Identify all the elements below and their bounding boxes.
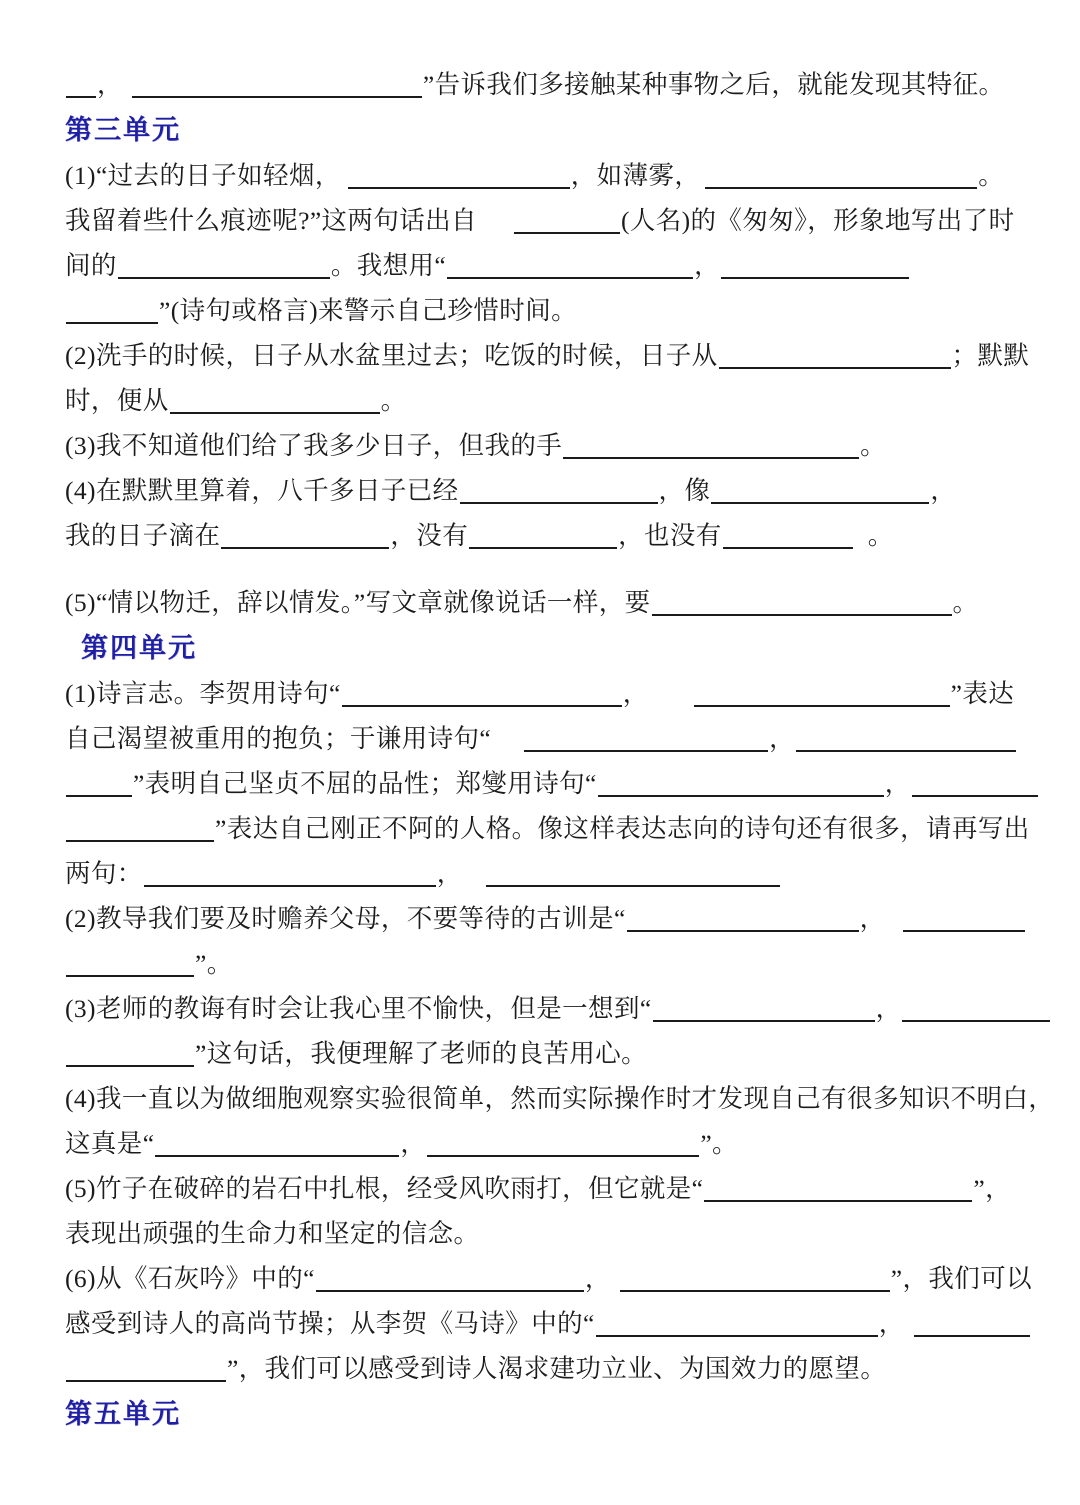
unit4-item-1-line-4 xyxy=(65,806,1030,851)
item-number: (1) xyxy=(65,161,96,190)
item-text: 。 xyxy=(206,949,233,978)
item-text: 诗言志。李贺用诗句“ xyxy=(95,679,341,708)
item-text: ， xyxy=(859,904,886,933)
unit4-item-4-line-1 xyxy=(65,1076,1055,1121)
unit4-item-6-line-3 xyxy=(65,1346,992,1391)
unit4-item-3-line-2 xyxy=(65,1031,992,1076)
unit4-item-5-line-2 xyxy=(65,1211,992,1256)
blank-field[interactable] xyxy=(796,726,1016,752)
blank-field[interactable] xyxy=(66,298,158,324)
unit3-item-4-line-2 xyxy=(65,513,992,558)
item-text: 。 xyxy=(978,161,1005,190)
item-number: (1) xyxy=(65,679,96,708)
carryover-line xyxy=(65,62,1005,107)
unit4-item-1-line-1 xyxy=(65,671,1015,716)
item-number: (3) xyxy=(65,994,96,1023)
unit3-item-2-line-1 xyxy=(65,333,1030,378)
blank-field[interactable] xyxy=(66,771,132,797)
blank-field[interactable] xyxy=(460,478,658,504)
item-text: 间的 xyxy=(65,251,117,280)
item-text: ，像 xyxy=(658,476,711,505)
item-text: 在默默里算着，八千多日子已经 xyxy=(95,476,459,505)
blank-field[interactable] xyxy=(627,906,859,932)
unit4-item-2-line-1 xyxy=(65,896,992,941)
unit3-item-1-line-4 xyxy=(65,288,992,333)
item-text: 两句： xyxy=(65,859,143,888)
item-number: (5) xyxy=(65,1174,96,1203)
item-text: 时，便从 xyxy=(65,386,169,415)
blank-field[interactable] xyxy=(596,1311,878,1337)
unit-heading-3: 第三单元 xyxy=(65,115,181,145)
item-text: ， xyxy=(622,679,649,708)
unit3-item-3-line-1 xyxy=(65,423,992,468)
unit3-item-4-line-1 xyxy=(65,468,992,513)
item-text: 。 xyxy=(952,588,979,617)
item-text: ， xyxy=(878,1309,905,1338)
blank-field[interactable] xyxy=(118,253,330,279)
item-text: ”表明自己坚贞不屈的品性；郑燮用诗句“ xyxy=(133,769,597,798)
item-number: (2) xyxy=(65,341,96,370)
item-text: 我的日子滴在 xyxy=(65,521,221,550)
item-text: 老师的教诲有时会让我心里不愉快，但是一想到“ xyxy=(95,994,652,1023)
blank-field[interactable] xyxy=(723,523,853,549)
item-text: ”，我们可以 xyxy=(890,1264,1032,1293)
item-text: ， xyxy=(769,724,796,753)
blank-field[interactable] xyxy=(427,1131,699,1157)
blank-field[interactable] xyxy=(66,1041,194,1067)
item-number: (6) xyxy=(65,1264,96,1293)
unit-heading-4: 第四单元 xyxy=(81,633,197,663)
unit4-item-5-line-1 xyxy=(65,1166,1011,1211)
blank-field[interactable] xyxy=(486,861,780,887)
item-text: 我留着些什么痕迹呢?”这两句话出自 xyxy=(65,206,477,235)
blank-field[interactable] xyxy=(902,996,1050,1022)
item-number: (2) xyxy=(65,904,96,933)
item-text: ”(诗句或格言)来警示自己珍惜时间。 xyxy=(159,296,578,325)
item-text: ；默默 xyxy=(951,341,1030,370)
item-text: ， xyxy=(400,1129,427,1158)
blank-field[interactable] xyxy=(704,1176,972,1202)
blank-field[interactable] xyxy=(170,388,380,414)
item-text: 自己渴望被重用的抱负；于谦用诗句“ xyxy=(65,724,492,753)
item-text: ， xyxy=(930,476,957,505)
item-text: ” xyxy=(700,1129,713,1158)
item-text: ，也没有 xyxy=(618,521,722,550)
blank-field[interactable] xyxy=(903,906,1025,932)
item-text: ， xyxy=(436,859,463,888)
unit4-item-1-line-3 xyxy=(65,761,992,806)
blank-field[interactable] xyxy=(563,433,859,459)
unit4-item-6-line-1 xyxy=(65,1256,1032,1301)
item-number: (5) xyxy=(65,588,96,617)
item-text: ”这句话，我便理解了老师的良苦用心。 xyxy=(195,1039,648,1068)
item-text: ， xyxy=(694,251,721,280)
unit3-item-1-line-3 xyxy=(65,243,992,288)
blank-field[interactable] xyxy=(705,163,977,189)
unit-heading-5: 第五单元 xyxy=(65,1399,181,1429)
unit4-item-6-line-2 xyxy=(65,1301,992,1346)
item-number: (4) xyxy=(65,1084,96,1113)
item-text: 洗手的时候，日子从水盆里过去；吃饭的时候，日子从 xyxy=(95,341,718,370)
punctuation-comma: ， xyxy=(97,70,123,99)
item-text: 。 xyxy=(380,386,407,415)
unit4-item-1-line-5 xyxy=(65,851,992,896)
item-text: 我一直以为做细胞观察实验很简单，然而实际操作时才发现自己有很多知识不明白， xyxy=(95,1084,1055,1113)
item-text: ”表达 xyxy=(950,679,1015,708)
blank-field[interactable] xyxy=(221,523,389,549)
unit4-item-1-line-2 xyxy=(65,716,992,761)
unit4-item-2-line-2 xyxy=(65,941,992,986)
item-text: 。 xyxy=(712,1129,738,1158)
item-text: ， xyxy=(875,994,902,1023)
blank-field[interactable] xyxy=(912,771,1038,797)
blank-field[interactable] xyxy=(66,1356,226,1382)
blank-field[interactable] xyxy=(652,590,952,616)
blank-field[interactable] xyxy=(914,1311,1030,1337)
item-text: ， xyxy=(584,1264,611,1293)
blank-field[interactable] xyxy=(155,1131,399,1157)
item-text: (人名)的《匆匆》，形象地写出了时 xyxy=(620,206,1015,235)
item-text: 。 xyxy=(860,431,887,460)
blank-field[interactable] xyxy=(524,726,768,752)
carryover-text: ”告诉我们多接触某种事物之后，就能发现其特征。 xyxy=(422,70,1005,99)
item-number: (4) xyxy=(65,476,96,505)
unit3-item-2-line-2 xyxy=(65,378,992,423)
item-text: ，没有 xyxy=(390,521,469,550)
item-text: “情以物迁，辞以情发。”写文章就像说话一样，要 xyxy=(95,588,651,617)
blank-field[interactable] xyxy=(721,253,909,279)
blank-field[interactable] xyxy=(469,523,617,549)
blank-field[interactable] xyxy=(66,951,194,977)
blank-field[interactable] xyxy=(342,681,622,707)
blank-field[interactable] xyxy=(447,253,693,279)
item-text: 感受到诗人的高尚节操；从李贺《马诗》中的“ xyxy=(65,1309,595,1338)
item-text: ， xyxy=(884,769,911,798)
item-text: ”，我们可以感受到诗人渴求建功立业、为国效力的愿望。 xyxy=(227,1354,887,1383)
unit4-item-4-line-2 xyxy=(65,1121,992,1166)
blank-field[interactable] xyxy=(694,681,950,707)
item-text: “过去的日子如轻烟， xyxy=(95,161,341,190)
blank-field[interactable] xyxy=(66,72,96,98)
item-text: 从《石灰吟》中的“ xyxy=(95,1264,315,1293)
blank-field[interactable] xyxy=(620,1266,890,1292)
spacer xyxy=(65,558,992,580)
item-text: 教导我们要及时赡养父母，不要等待的古训是“ xyxy=(95,904,626,933)
blank-field[interactable] xyxy=(719,343,951,369)
unit4-item-3-line-1 xyxy=(65,986,992,1031)
blank-field[interactable] xyxy=(66,816,214,842)
unit3-item-1-line-2 xyxy=(65,198,1015,243)
blank-field[interactable] xyxy=(598,771,884,797)
blank-field[interactable] xyxy=(132,72,422,98)
blank-field[interactable] xyxy=(711,478,929,504)
item-text: ，如薄雾， xyxy=(570,161,701,190)
item-text: ”表达自己刚正不阿的人格。像这样表达志向的诗句还有很多，请再写出 xyxy=(215,814,1030,843)
item-text: 。 xyxy=(867,521,894,550)
item-text: ”， xyxy=(973,1174,1011,1203)
item-text: 这真是“ xyxy=(65,1129,155,1158)
item-text: 表现出顽强的生命力和坚定的信念。 xyxy=(65,1219,480,1248)
item-text: 竹子在破碎的岩石中扎根，经受风吹雨打，但它就是“ xyxy=(95,1174,704,1203)
blank-field[interactable] xyxy=(316,1266,584,1292)
unit3-item-1-line-1 xyxy=(65,153,1005,198)
blank-field[interactable] xyxy=(348,163,570,189)
item-text: 。我想用“ xyxy=(330,251,447,280)
blank-field[interactable] xyxy=(653,996,875,1022)
blank-field[interactable] xyxy=(514,208,620,234)
item-text: 我不知道他们给了我多少日子，但我的手 xyxy=(95,431,563,460)
item-text: ” xyxy=(195,949,207,978)
unit3-item-5-line-1 xyxy=(65,580,992,625)
blank-field[interactable] xyxy=(144,861,436,887)
item-number: (3) xyxy=(65,431,96,460)
